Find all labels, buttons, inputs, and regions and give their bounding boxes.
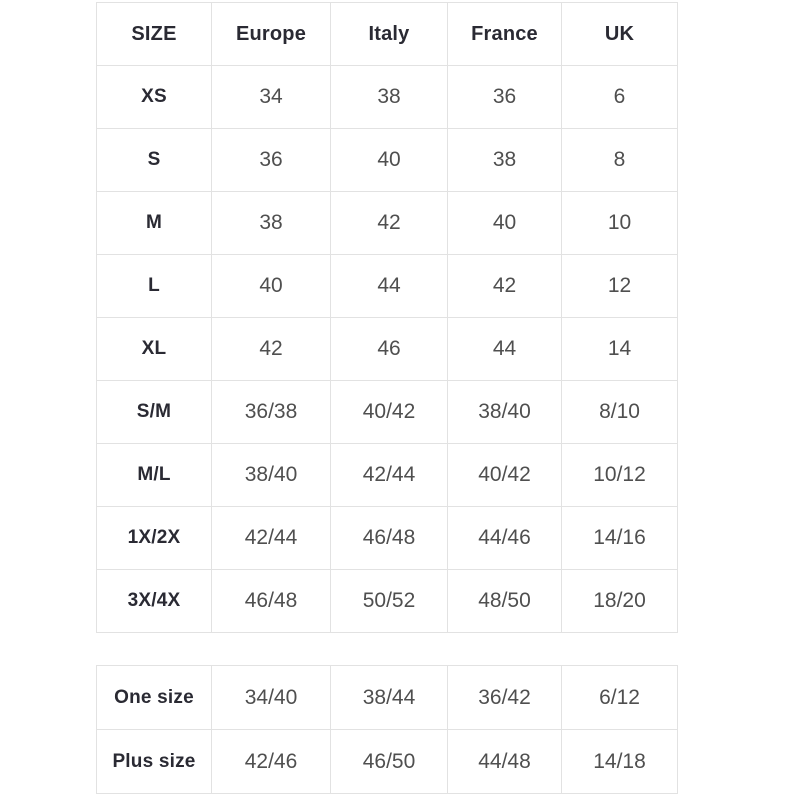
table-gap [96,633,677,665]
size-label: 3X/4X [97,570,212,633]
size-label: 1X/2X [97,507,212,570]
size-value-cell: 46/48 [212,570,331,633]
size-value-cell: 40/42 [448,444,562,507]
size-tables-container [96,2,677,794]
table-row [97,192,678,255]
size-label: XS [97,66,212,129]
size-value-cell: 34/40 [212,666,331,730]
size-value-cell: 48/50 [448,570,562,633]
column-header: UK [562,3,678,66]
size-label: L [97,255,212,318]
table-row [97,570,678,633]
size-value-cell: 44/46 [448,507,562,570]
size-value-cell: 36 [448,66,562,129]
size-value-cell: 42/44 [212,507,331,570]
size-value-cell: 44 [331,255,448,318]
size-value-cell: 42/46 [212,730,331,794]
size-value-cell: 36/38 [212,381,331,444]
size-value-cell: 42 [331,192,448,255]
size-value-cell: 40 [331,129,448,192]
size-value-cell: 6/12 [562,666,678,730]
table-row [97,666,678,730]
size-value-cell: 36 [212,129,331,192]
size-value-cell: 14 [562,318,678,381]
column-header: France [448,3,562,66]
size-value-cell: 6 [562,66,678,129]
size-value-cell: 8 [562,129,678,192]
size-value-cell: 42/44 [331,444,448,507]
special-sizes-table-body [97,666,678,794]
size-value-cell: 36/42 [448,666,562,730]
size-value-cell: 18/20 [562,570,678,633]
size-label: Plus size [97,730,212,794]
size-value-cell: 46 [331,318,448,381]
size-label: One size [97,666,212,730]
size-value-cell: 38/44 [331,666,448,730]
size-value-cell: 34 [212,66,331,129]
table-row [97,730,678,794]
size-value-cell: 38 [212,192,331,255]
size-value-cell: 38 [448,129,562,192]
size-value-cell: 46/48 [331,507,448,570]
size-label: S [97,129,212,192]
size-table-header-row [97,3,678,66]
size-value-cell: 38/40 [212,444,331,507]
table-row [97,444,678,507]
size-value-cell: 38 [331,66,448,129]
table-row [97,255,678,318]
table-row [97,66,678,129]
size-label: M/L [97,444,212,507]
column-header: Italy [331,3,448,66]
size-value-cell: 42 [212,318,331,381]
size-value-cell: 10/12 [562,444,678,507]
special-sizes-table [96,665,678,794]
size-label: XL [97,318,212,381]
size-value-cell: 50/52 [331,570,448,633]
table-row [97,318,678,381]
column-header: Europe [212,3,331,66]
size-value-cell: 42 [448,255,562,318]
table-row [97,129,678,192]
size-value-cell: 10 [562,192,678,255]
size-label: M [97,192,212,255]
table-row [97,507,678,570]
size-value-cell: 12 [562,255,678,318]
size-conversion-table [96,2,678,633]
size-value-cell: 40/42 [331,381,448,444]
size-value-cell: 40 [212,255,331,318]
size-value-cell: 46/50 [331,730,448,794]
table-row [97,381,678,444]
column-header: SIZE [97,3,212,66]
size-value-cell: 44 [448,318,562,381]
size-value-cell: 14/16 [562,507,678,570]
size-value-cell: 14/18 [562,730,678,794]
size-label: S/M [97,381,212,444]
size-value-cell: 8/10 [562,381,678,444]
size-value-cell: 44/48 [448,730,562,794]
size-value-cell: 40 [448,192,562,255]
size-value-cell: 38/40 [448,381,562,444]
size-table-body [97,66,678,633]
